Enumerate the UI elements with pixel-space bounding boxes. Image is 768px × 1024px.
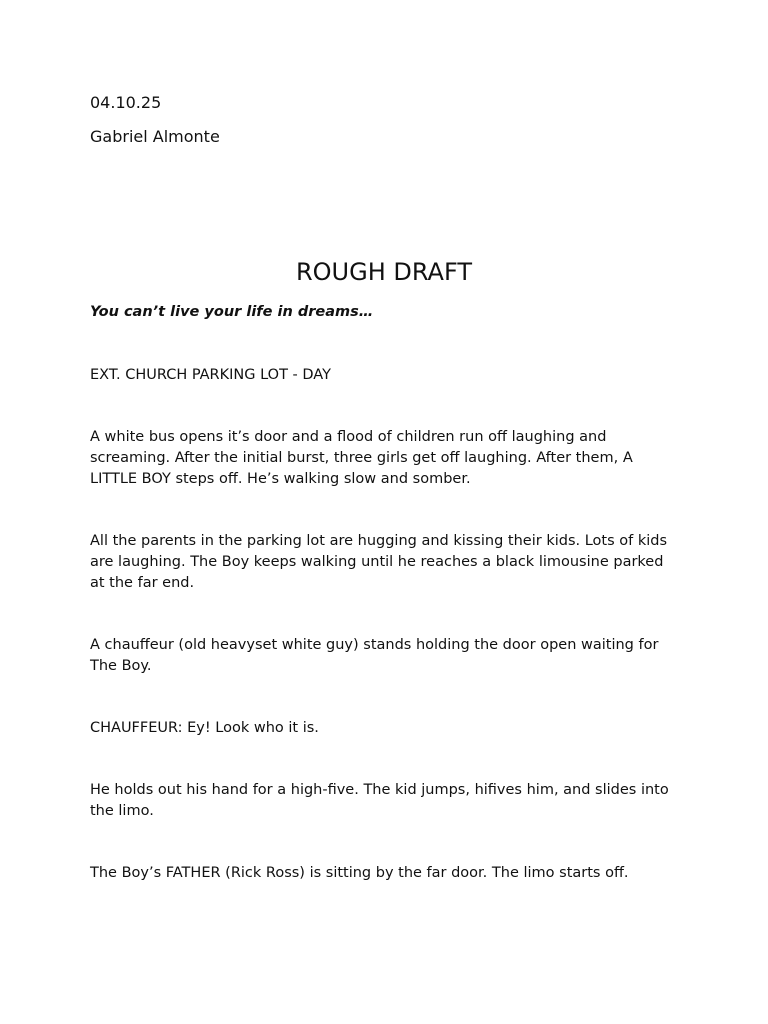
action-paragraph: A white bus opens it’s door and a flood of children run off laughing and screaming. After the initial burst, three girls get off laughing. After them, A LITTLE BOY steps off. He’s walking slow and somber. [90, 429, 633, 487]
dialogue-line: CHAUFFEUR: Ey! Look who it is. [90, 720, 319, 736]
action-paragraph: The Boy’s FATHER (Rick Ross) is sitting by the far door. The limo starts off. [90, 865, 629, 881]
document-title: ROUGH DRAFT [295, 258, 473, 286]
action-paragraph: He holds out his hand for a high-five. The kid jumps, hifives him, and slides into the limo. [90, 782, 669, 819]
document-date: 04.10.25 [90, 93, 162, 112]
epigraph: You can’t live your life in dreams… [90, 304, 374, 320]
action-paragraph: A chauffeur (old heavyset white guy) stands holding the door open waiting for The Boy. [90, 637, 659, 674]
document-author: Gabriel Almonte [90, 127, 220, 146]
action-paragraph: All the parents in the parking lot are hugging and kissing their kids. Lots of kids are laughing. The Boy keeps walking until he reaches a black limousine parked at the far end. [90, 533, 668, 591]
scene-heading: EXT. CHURCH PARKING LOT - DAY [90, 367, 331, 383]
